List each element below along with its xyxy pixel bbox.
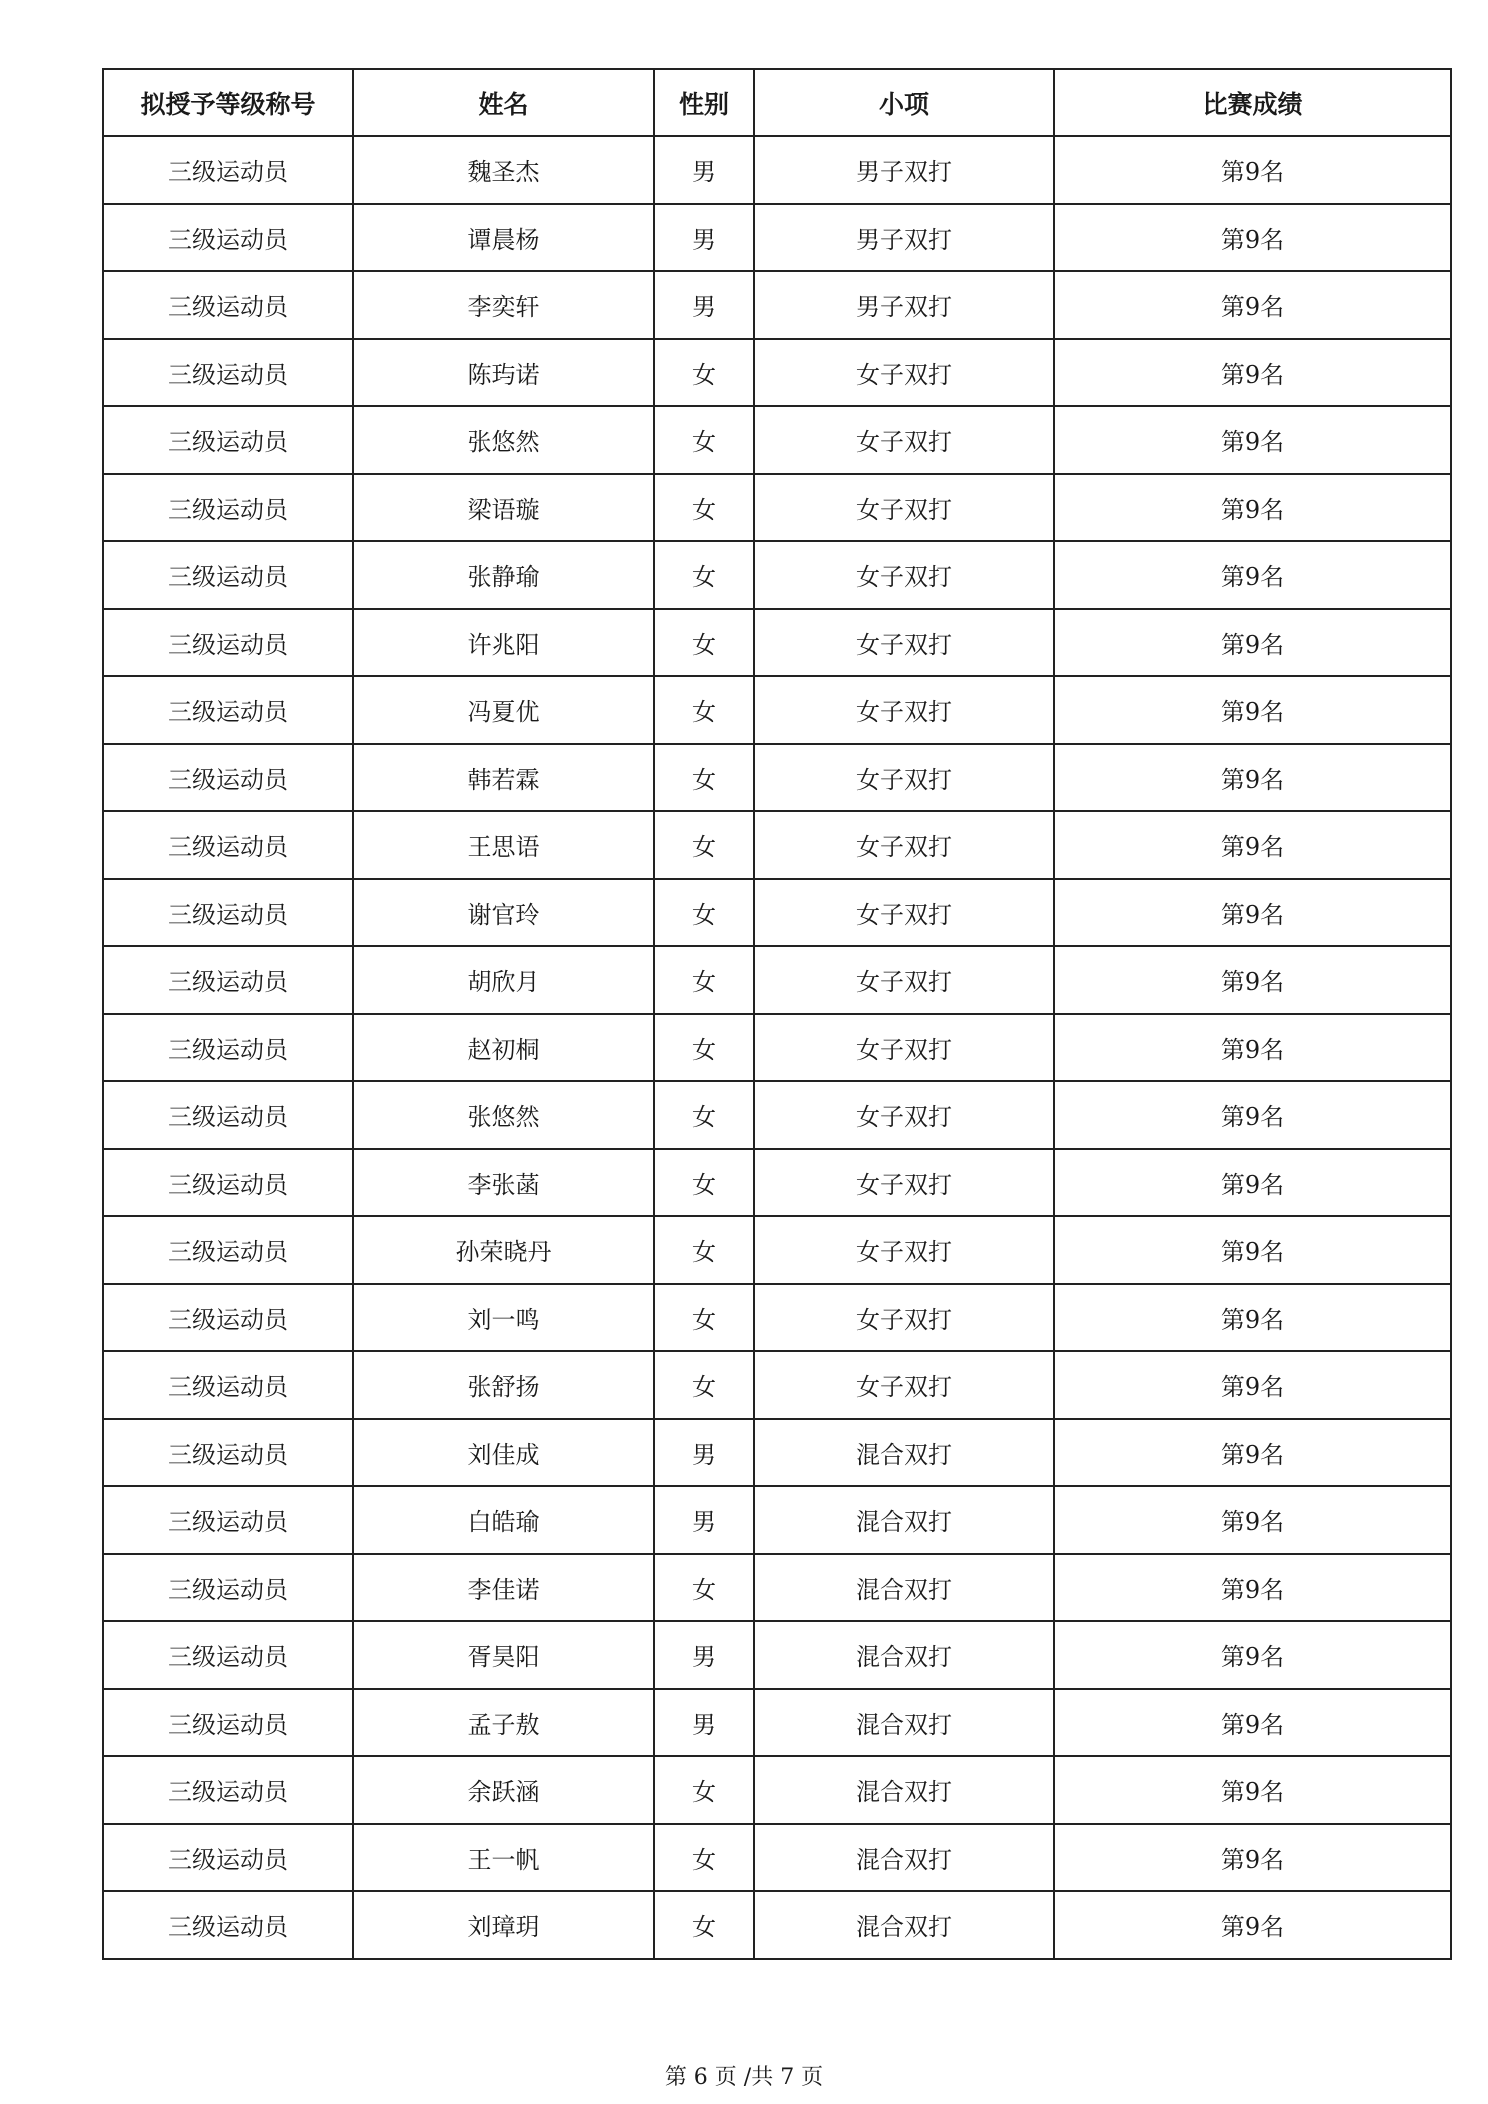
table-row (103, 1824, 1451, 1892)
cell-name: 余跃涵 (353, 1756, 654, 1824)
cell-result: 第9名 (1054, 1351, 1451, 1419)
cell-event: 女子双打 (754, 946, 1054, 1014)
cell-gender: 女 (654, 1284, 754, 1352)
cell-event: 女子双打 (754, 541, 1054, 609)
cell-gender: 女 (654, 879, 754, 947)
cell-name: 韩若霖 (353, 744, 654, 812)
cell-grade-title: 三级运动员 (103, 676, 353, 744)
cell-result: 第9名 (1054, 271, 1451, 339)
cell-grade-title: 三级运动员 (103, 1149, 353, 1217)
cell-result: 第9名 (1054, 1284, 1451, 1352)
cell-grade-title: 三级运动员 (103, 1486, 353, 1554)
cell-gender: 女 (654, 474, 754, 542)
cell-grade-title: 三级运动员 (103, 406, 353, 474)
cell-gender: 男 (654, 136, 754, 204)
cell-event: 女子双打 (754, 1081, 1054, 1149)
cell-result: 第9名 (1054, 136, 1451, 204)
page-number: 第 6 页 /共 7 页 (664, 2065, 824, 2090)
cell-name: 孙荣晓丹 (353, 1216, 654, 1284)
table-row (103, 1891, 1451, 1959)
cell-gender: 女 (654, 1081, 754, 1149)
cell-grade-title: 三级运动员 (103, 474, 353, 542)
table-header (103, 69, 1451, 136)
cell-gender: 男 (654, 1689, 754, 1757)
cell-grade-title: 三级运动员 (103, 271, 353, 339)
cell-name: 李张菡 (353, 1149, 654, 1217)
cell-result: 第9名 (1054, 879, 1451, 947)
cell-grade-title: 三级运动员 (103, 1621, 353, 1689)
cell-gender: 女 (654, 541, 754, 609)
cell-name: 梁语璇 (353, 474, 654, 542)
cell-result: 第9名 (1054, 1081, 1451, 1149)
cell-gender: 女 (654, 811, 754, 879)
table-row (103, 1621, 1451, 1689)
cell-gender: 男 (654, 1486, 754, 1554)
cell-result: 第9名 (1054, 1621, 1451, 1689)
cell-name: 张悠然 (353, 1081, 654, 1149)
cell-event: 混合双打 (754, 1554, 1054, 1622)
cell-event: 男子双打 (754, 204, 1054, 272)
cell-gender: 女 (654, 1351, 754, 1419)
cell-grade-title: 三级运动员 (103, 879, 353, 947)
cell-event: 女子双打 (754, 339, 1054, 407)
table-row (103, 1419, 1451, 1487)
cell-grade-title: 三级运动员 (103, 811, 353, 879)
table-row (103, 1284, 1451, 1352)
cell-grade-title: 三级运动员 (103, 1081, 353, 1149)
cell-event: 混合双打 (754, 1824, 1054, 1892)
header-row (103, 69, 1451, 136)
table-row (103, 406, 1451, 474)
cell-result: 第9名 (1054, 1014, 1451, 1082)
cell-name: 魏圣杰 (353, 136, 654, 204)
table-row (103, 1014, 1451, 1082)
cell-result: 第9名 (1054, 676, 1451, 744)
cell-event: 混合双打 (754, 1891, 1054, 1959)
cell-result: 第9名 (1054, 541, 1451, 609)
cell-event: 女子双打 (754, 744, 1054, 812)
cell-grade-title: 三级运动员 (103, 1891, 353, 1959)
cell-gender: 女 (654, 1149, 754, 1217)
cell-event: 女子双打 (754, 1284, 1054, 1352)
athlete-roster-table (102, 68, 1452, 1960)
cell-gender: 女 (654, 1756, 754, 1824)
cell-event: 女子双打 (754, 1149, 1054, 1217)
cell-name: 刘璋玥 (353, 1891, 654, 1959)
cell-event: 女子双打 (754, 811, 1054, 879)
cell-event: 女子双打 (754, 1351, 1054, 1419)
cell-grade-title: 三级运动员 (103, 744, 353, 812)
table-row (103, 204, 1451, 272)
table-body (103, 136, 1451, 1959)
cell-grade-title: 三级运动员 (103, 609, 353, 677)
table-row (103, 541, 1451, 609)
cell-event: 女子双打 (754, 1216, 1054, 1284)
cell-gender: 女 (654, 946, 754, 1014)
cell-gender: 男 (654, 1621, 754, 1689)
cell-grade-title: 三级运动员 (103, 1554, 353, 1622)
table-row (103, 1216, 1451, 1284)
cell-gender: 女 (654, 1014, 754, 1082)
table-row (103, 946, 1451, 1014)
cell-name: 胡欣月 (353, 946, 654, 1014)
cell-result: 第9名 (1054, 339, 1451, 407)
table-row (103, 811, 1451, 879)
cell-name: 谭晨杨 (353, 204, 654, 272)
cell-name: 王思语 (353, 811, 654, 879)
table-row (103, 1149, 1451, 1217)
cell-result: 第9名 (1054, 204, 1451, 272)
cell-name: 王一帆 (353, 1824, 654, 1892)
cell-result: 第9名 (1054, 1689, 1451, 1757)
cell-name: 刘佳成 (353, 1419, 654, 1487)
table-row (103, 609, 1451, 677)
cell-result: 第9名 (1054, 1486, 1451, 1554)
header-event: 小项 (754, 69, 1054, 136)
cell-result: 第9名 (1054, 609, 1451, 677)
cell-result: 第9名 (1054, 1149, 1451, 1217)
cell-grade-title: 三级运动员 (103, 1824, 353, 1892)
cell-result: 第9名 (1054, 811, 1451, 879)
cell-grade-title: 三级运动员 (103, 1351, 353, 1419)
table-row (103, 744, 1451, 812)
cell-gender: 男 (654, 1419, 754, 1487)
cell-event: 女子双打 (754, 676, 1054, 744)
cell-name: 许兆阳 (353, 609, 654, 677)
cell-grade-title: 三级运动员 (103, 1689, 353, 1757)
table-row (103, 271, 1451, 339)
header-result: 比赛成绩 (1054, 69, 1451, 136)
cell-event: 女子双打 (754, 1014, 1054, 1082)
cell-name: 刘一鸣 (353, 1284, 654, 1352)
cell-result: 第9名 (1054, 1419, 1451, 1487)
cell-event: 女子双打 (754, 474, 1054, 542)
cell-gender: 男 (654, 271, 754, 339)
table-row (103, 1554, 1451, 1622)
cell-result: 第9名 (1054, 744, 1451, 812)
cell-event: 混合双打 (754, 1756, 1054, 1824)
cell-event: 男子双打 (754, 136, 1054, 204)
cell-gender: 女 (654, 744, 754, 812)
cell-name: 胥昊阳 (353, 1621, 654, 1689)
cell-name: 赵初桐 (353, 1014, 654, 1082)
cell-name: 李佳诺 (353, 1554, 654, 1622)
cell-name: 冯夏优 (353, 676, 654, 744)
table-row (103, 136, 1451, 204)
cell-gender: 女 (654, 1216, 754, 1284)
cell-result: 第9名 (1054, 1554, 1451, 1622)
cell-name: 白皓瑜 (353, 1486, 654, 1554)
cell-result: 第9名 (1054, 1824, 1451, 1892)
cell-name: 谢官玲 (353, 879, 654, 947)
table-row (103, 1756, 1451, 1824)
cell-result: 第9名 (1054, 1756, 1451, 1824)
cell-grade-title: 三级运动员 (103, 1756, 353, 1824)
table-row (103, 339, 1451, 407)
table-row (103, 676, 1451, 744)
cell-gender: 女 (654, 1891, 754, 1959)
cell-grade-title: 三级运动员 (103, 1014, 353, 1082)
cell-gender: 女 (654, 1824, 754, 1892)
cell-gender: 女 (654, 609, 754, 677)
cell-gender: 女 (654, 1554, 754, 1622)
header-gender: 性别 (654, 69, 754, 136)
cell-event: 女子双打 (754, 406, 1054, 474)
cell-result: 第9名 (1054, 474, 1451, 542)
table-row (103, 1689, 1451, 1757)
cell-gender: 女 (654, 406, 754, 474)
cell-event: 女子双打 (754, 609, 1054, 677)
table-row (103, 1081, 1451, 1149)
cell-grade-title: 三级运动员 (103, 946, 353, 1014)
cell-name: 李奕轩 (353, 271, 654, 339)
table-row (103, 1486, 1451, 1554)
cell-grade-title: 三级运动员 (103, 541, 353, 609)
cell-result: 第9名 (1054, 1891, 1451, 1959)
cell-event: 女子双打 (754, 879, 1054, 947)
cell-name: 张悠然 (353, 406, 654, 474)
cell-event: 混合双打 (754, 1621, 1054, 1689)
cell-result: 第9名 (1054, 946, 1451, 1014)
cell-event: 混合双打 (754, 1689, 1054, 1757)
cell-name: 孟子敖 (353, 1689, 654, 1757)
cell-grade-title: 三级运动员 (103, 1419, 353, 1487)
cell-grade-title: 三级运动员 (103, 1216, 353, 1284)
cell-result: 第9名 (1054, 406, 1451, 474)
table-row (103, 474, 1451, 542)
header-name: 姓名 (353, 69, 654, 136)
cell-event: 男子双打 (754, 271, 1054, 339)
cell-grade-title: 三级运动员 (103, 136, 353, 204)
cell-grade-title: 三级运动员 (103, 339, 353, 407)
cell-event: 混合双打 (754, 1486, 1054, 1554)
header-title-grade: 拟授予等级称号 (103, 69, 353, 136)
cell-name: 张静瑜 (353, 541, 654, 609)
cell-grade-title: 三级运动员 (103, 1284, 353, 1352)
cell-gender: 女 (654, 676, 754, 744)
cell-result: 第9名 (1054, 1216, 1451, 1284)
table-row (103, 879, 1451, 947)
cell-gender: 男 (654, 204, 754, 272)
table-row (103, 1351, 1451, 1419)
cell-event: 混合双打 (754, 1419, 1054, 1487)
cell-gender: 女 (654, 339, 754, 407)
cell-name: 陈玙诺 (353, 339, 654, 407)
cell-name: 张舒扬 (353, 1351, 654, 1419)
cell-grade-title: 三级运动员 (103, 204, 353, 272)
